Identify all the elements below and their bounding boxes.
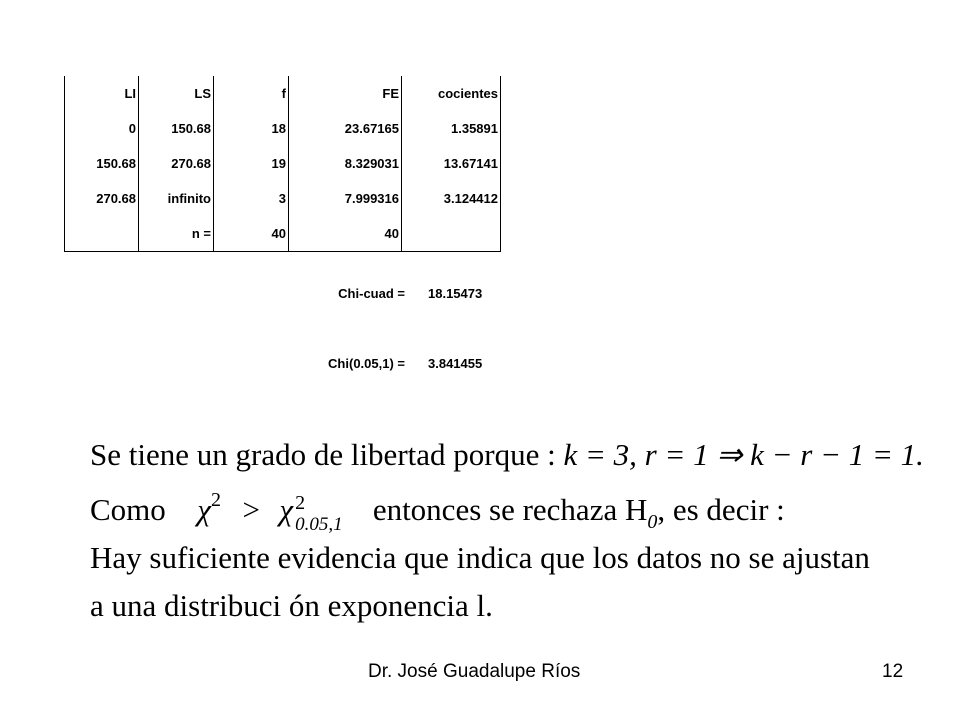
header-ls: LS [139,76,214,111]
cell-ls: 150.68 [139,111,214,146]
table-total-row [65,216,501,252]
table-row [65,146,501,181]
chi-exponent: 2 [210,489,221,511]
cell-li: 150.68 [65,146,139,181]
conclusion-line-4: a una distribuci ón exponencia l. [90,588,493,623]
header-li: LI [65,76,139,111]
header-cocientes: cocientes [402,76,501,111]
conclusion-line-1 [90,437,924,473]
cell-li: 270.68 [65,181,139,216]
chi-symbol: χ [197,492,211,527]
cell-li: 0 [65,111,139,146]
cell-cociente: 13.67141 [402,146,501,181]
cell-cociente: 1.35891 [402,111,501,146]
h0-subscript: 0 [647,511,658,533]
frequency-table [64,76,501,252]
degrees-of-freedom-text: Se tiene un grado de libertad porque : [90,437,564,472]
chi-critical-symbol: χ [279,492,294,527]
cell-empty [402,216,501,252]
footer-author: Dr. José Guadalupe Ríos [368,661,581,682]
cell-fe: 7.999316 [289,181,402,216]
table-row [65,111,501,146]
reject-text: entonces se rechaza H [372,492,648,527]
degrees-of-freedom-formula: k = 3, r = 1 ⇒ k − r − 1 = 1. [563,437,924,472]
slide-number: 12 [882,661,904,682]
critical-value-value: 3.841455 [428,356,483,371]
total-f: 40 [214,216,289,252]
cell-cociente: 3.124412 [402,181,501,216]
cell-ls: infinito [139,181,214,216]
cell-f: 3 [214,181,289,216]
table-header-row [65,76,501,111]
cell-f: 18 [214,111,289,146]
table-row [65,181,501,216]
header-fe: FE [289,76,402,111]
chi-square-value: 18.15473 [428,286,483,301]
conclusion-line-3: Hay suficiente evidencia que indica que los datos no se ajustan [90,540,870,575]
chi-square-label: Chi-cuad = [338,286,405,301]
critical-value-label: Chi(0.05,1) = [328,356,405,371]
chi-critical-indices [295,493,365,533]
chi-critical-subscript: 0.05,1 [295,513,343,535]
cell-ls: 270.68 [139,146,214,181]
total-fe: 40 [289,216,402,252]
cell-fe: 23.67165 [289,111,402,146]
total-label: n = [139,216,214,252]
greater-than-symbol: > [242,492,260,527]
cell-empty [65,216,139,252]
cell-fe: 8.329031 [289,146,402,181]
chi-critical-exponent: 2 [295,491,306,514]
cell-f: 19 [214,146,289,181]
es-decir-text: , es decir : [657,492,785,527]
header-f: f [214,76,289,111]
conclusion-line-2 [90,489,785,535]
como-word: Como [90,492,166,527]
